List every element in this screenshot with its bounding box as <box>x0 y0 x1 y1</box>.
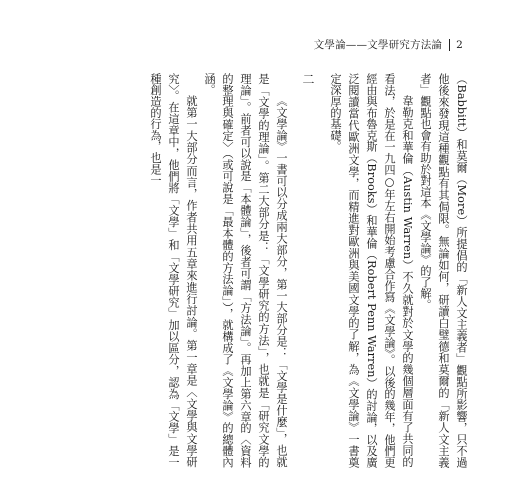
paragraph: 就第一大部分而言，作者共用五章來進行討論。第一章是〈文學與文學研究〉。在這章中，他們將「文學」和「文學研究」加以區分，認為「文學」是一種創造的行為，也是一 <box>149 73 198 468</box>
running-title: 文學論——文學研究方法論 <box>313 39 443 51</box>
running-header <box>278 37 463 52</box>
page-number: 2 <box>456 38 463 51</box>
body-text <box>50 73 470 468</box>
paragraph: 《文學論》一書可以分成兩大部分，第一大部分是：「文學是什麼」，也就是「文學的理論」。第二大部分是：「文學研究的方法」，也就是「研究文學的理論」。前者可以說是「本體論」，後者可謂「方法論」。再加上第六章的〈資料的整理與確定〉（或可說是「最本體的方法論」），就構成了《文學論》的總體內涵。 <box>203 73 288 468</box>
paragraph: 韋勒克和華倫（Austin Warren）不久就對於文學的幾個層面有了共同的看法，於是在一九四○年左右開始考慮合作寫《文學論》。以後的幾年，他們更經由與布魯克斯（Brooks）和華倫（Robert Penn Warren）的討論，以及廣泛閱讀當代歐洲文學，而精進對歐洲與美國文學的了解，為《文學論》一書奠定深厚的基礎。 <box>329 73 414 468</box>
section-number: 二 <box>301 73 315 86</box>
paragraph-continued: （Babbitt）和莫爾（More）所提倡的「新人文主義者」觀點所影響，只不過他後來發現這種觀點有其侷限。無論如何，研讀白璧德和莫爾的「新人文主義者」觀點也會有助於對這本《文學論》的了解。 <box>419 73 468 468</box>
header-separator <box>449 39 450 51</box>
